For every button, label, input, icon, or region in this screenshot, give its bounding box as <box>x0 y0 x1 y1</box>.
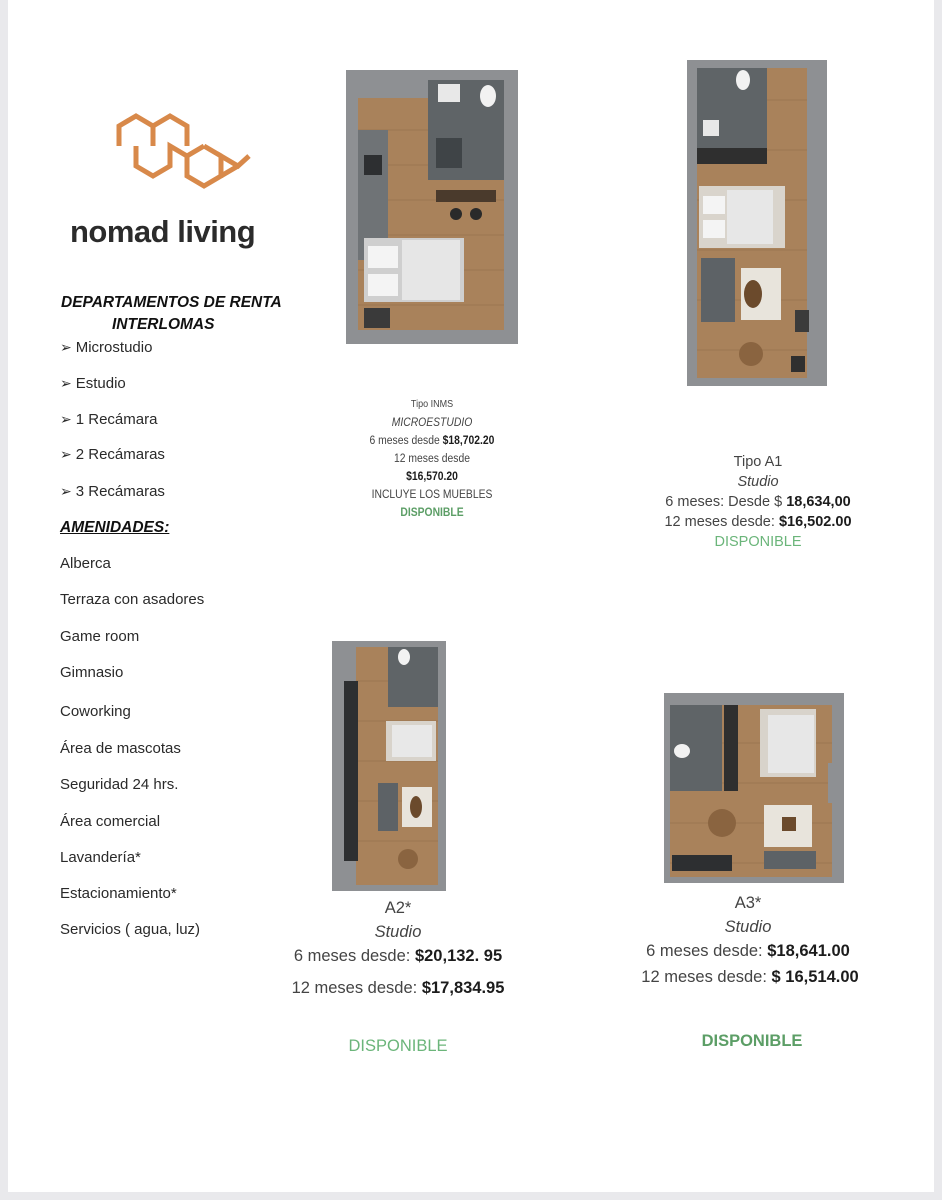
floor-plan-a3 <box>664 693 844 883</box>
page-title-line1: DEPARTAMENTOS DE RENTA <box>61 294 282 311</box>
flyer-page <box>8 0 934 1192</box>
floor-plan-microestudio <box>346 70 518 344</box>
price-6-months: 6 meses: Desde $ 18,634,00 <box>665 494 851 510</box>
hexagon-chain-logo-icon <box>116 110 252 192</box>
status-badge: DISPONIBLE <box>400 507 464 519</box>
arrow-bullet-icon: ➢ <box>60 483 72 499</box>
unit-a3-caption <box>628 891 868 963</box>
list-item: Servicios ( agua, luz) <box>60 921 201 938</box>
list-item: Estacionamiento* <box>60 885 177 902</box>
amenities-title: AMENIDADES: <box>60 519 170 536</box>
price-12-label: 12 meses desde <box>394 453 470 465</box>
list-item: Game room <box>60 628 140 645</box>
floor-plan-a1 <box>687 60 827 386</box>
unit-type-label: A2* <box>384 899 412 917</box>
arrow-bullet-icon: ➢ <box>60 339 72 355</box>
furniture-note: INCLUYE LOS MUEBLES <box>371 489 493 501</box>
status-badge: DISPONIBLE <box>714 534 802 550</box>
price-6-months: 6 meses desde: $20,132. 95 <box>293 947 503 965</box>
status-badge: DISPONIBLE <box>701 1032 803 1050</box>
unit-type-label: Tipo INMS <box>410 399 454 410</box>
arrow-bullet-icon: ➢ <box>60 411 72 427</box>
arrow-bullet-icon: ➢ <box>60 446 72 462</box>
price-6-months: 6 meses desde: $18,641.00 <box>646 942 850 960</box>
status-badge: DISPONIBLE <box>348 1037 448 1055</box>
unit-a1-caption <box>648 452 868 552</box>
unit-type-label: A3* <box>734 894 762 912</box>
list-item: Lavandería* <box>60 849 141 866</box>
unit-name: Studio <box>737 474 779 490</box>
list-item: ➢ Microstudio <box>60 339 153 356</box>
list-item: ➢ 3 Recámaras <box>60 483 165 500</box>
unit-a2-caption <box>278 896 518 968</box>
unit-type-label: Tipo A1 <box>733 454 783 470</box>
unit-name: MICROESTUDIO <box>391 417 473 429</box>
price-12-months: 12 meses desde: $17,834.95 <box>291 979 505 997</box>
unit-inms-caption <box>342 396 522 522</box>
price-6-months: 6 meses desde $18,702.20 <box>369 435 495 447</box>
list-item: Gimnasio <box>60 664 124 681</box>
list-item: ➢ 2 Recámaras <box>60 446 165 463</box>
list-item: Área de mascotas <box>60 740 181 757</box>
page-title-line2: INTERLOMAS <box>112 316 215 333</box>
list-item: Área comercial <box>60 813 161 830</box>
list-item: ➢ Estudio <box>60 375 126 392</box>
list-item: Coworking <box>60 703 131 720</box>
arrow-bullet-icon: ➢ <box>60 375 72 391</box>
price-12-months: $16,570.20 <box>406 471 458 483</box>
price-12-months: 12 meses desde: $ 16,514.00 <box>641 968 859 986</box>
floor-plan-a2 <box>332 641 446 891</box>
unit-name: Studio <box>374 923 422 941</box>
list-item: Alberca <box>60 555 111 572</box>
list-item: Terraza con asadores <box>60 591 205 608</box>
list-item: Seguridad 24 hrs. <box>60 776 179 793</box>
list-item: ➢ 1 Recámara <box>60 411 158 428</box>
unit-name: Studio <box>724 918 772 936</box>
price-12-months: 12 meses desde: $16,502.00 <box>664 514 852 530</box>
brand-name: nomad living <box>70 214 256 249</box>
